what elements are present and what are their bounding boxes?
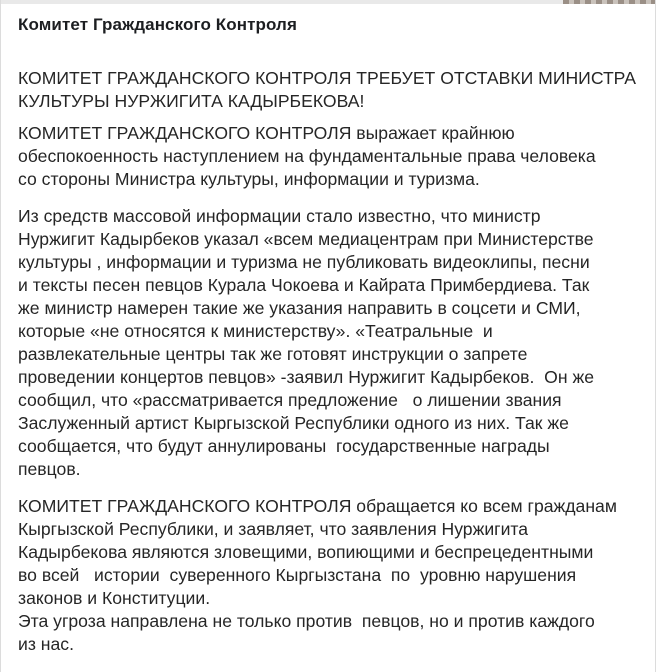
page-name-link[interactable]: Комитет Гражданского Контроля [18, 15, 297, 34]
top-divider [1, 0, 656, 4]
post-headline: КОМИТЕТ ГРАЖДАНСКОГО КОНТРОЛЯ ТРЕБУЕТ ОТСТАВКИ МИНИСТРА КУЛЬТУРЫ НУРЖИГИТА КАДЫРБЕКОВА! [18, 68, 636, 111]
cover-image-fragment [563, 0, 655, 4]
post-text [18, 67, 643, 656]
post-paragraph-4: Эта угроза направлена не только против певцов, но и против каждого из нас. [18, 611, 595, 654]
post-paragraph-2: Из средств массовой информации стало известно, что министр Нуржигит Кадырбеков указал «всем медиацентрам при Министерстве культуры , информации и туризма не публиковать видеоклипы, песни и тексты песен певцов Курала Чокоева и Кайрата Примбердиева. Так же министр намерен такие же указания направить в соцсети и СМИ, которые «не относятся к министерству». «Театральные и развлекательные центры так же готовят инструкции о запрете проведении концертов певцов» -заявил Нуржигит Кадырбеков. Он же сообщил, что «рассматривается предложение о лишении звания Заслуженный артист Кыргызской Республики одного из них. Так же сообщается, что будут аннулированы государственные награды певцов. [18, 206, 595, 479]
post-paragraph-1: КОМИТЕТ ГРАЖДАНСКОГО КОНТРОЛЯ выражает крайнюю обеспокоенность наступлением на фундаментальные права человека со стороны Министра культуры, информации и туризма. [18, 123, 596, 189]
post-paragraph-3: КОМИТЕТ ГРАЖДАНСКОГО КОНТРОЛЯ обращается ко всем гражданам Кыргызской Республики, и заявляет, что заявления Нуржигита Кадырбекова являются зловещими, вопиющими и беспрецедентными во всей истории суверенного Кыргызстана по уровню нарушения законов и Конституции. [18, 496, 617, 608]
